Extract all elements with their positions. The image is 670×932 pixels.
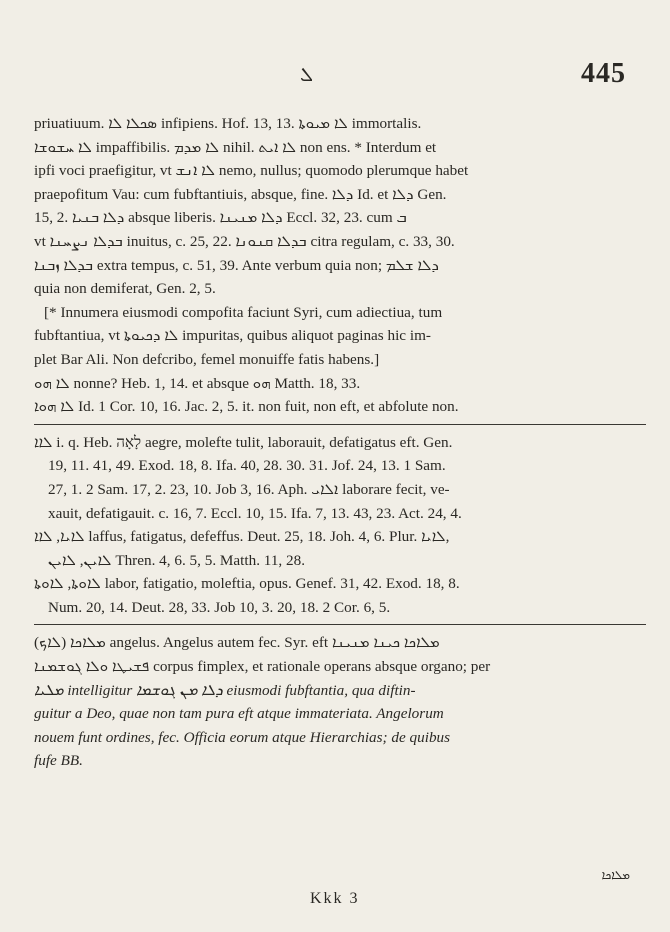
section-divider <box>34 624 646 625</box>
text-line: 27, 1. 2 Sam. 17, 2. 23, 10. Job 3, 16. Aph. ܐܠܐܝ laborare fecit, ve- <box>48 480 450 498</box>
text-line: 15, 2. ܕܠܐ ܒܢܝܐ absque liberis. ܕܠܐ ܡܢܝܢܐ Eccl. 32, 23. cum ܒ <box>34 209 407 227</box>
text-line: ܦܫܝܛܐ ܘܠܐ ܓܘܫܡܢܐ corpus fimplex, et rationale operans absque organo; per <box>34 658 491 676</box>
text-line: ܡܠܝܐ intelligitur ܕܠܐ ܡܢ ܓܘܫܡܐ eiusmodi fubftantia, qua diftin- <box>34 681 416 699</box>
text-line: priuatiuum. ܣܟܠܐ ܠܐ infipiens. Hof. 13, 13. ܠܐ ܡܝܘܬܐ immortalis. <box>34 115 422 132</box>
running-head-letter: ܠ <box>300 62 313 86</box>
page-number: 445 <box>581 58 626 89</box>
text-line: (ܠܐܟ) ܡܠܐܟܐ angelus. Angelus autem fec. Syr. eft ܡܠܐܟܐ ܟܝܢܐ ܡܢܝܢܐ <box>34 634 440 652</box>
text-line: ܠܐܝܢ, ܠܐܝܢ Thren. 4, 6. 5, 5. Matth. 11, 28. <box>48 551 305 569</box>
text-line: 19, 11. 41, 49. Exod. 18, 8. Ifa. 40, 28. 30. 31. Jof. 24, 13. 1 Sam. <box>48 457 446 475</box>
note-line: plet Bar Ali. Non defcribo, femel monuiffe fatis habens.] <box>34 350 380 368</box>
section-divider <box>34 424 646 425</box>
text-line: ܠܐܐ i. q. Heb. לָאָה aegre, molefte tulit, laborauit, defatigatus eft. Gen. <box>34 433 453 451</box>
text-line: guitur a Deo, quae non tam pura eft atque immateriata. Angelorum <box>34 705 444 723</box>
text-line: ܠܐܝܐ, ܠܐܐ laffus, fatigatus, defeffus. Deut. 25, 18. Joh. 4, 6. Plur. ܠܐܝܐ, <box>34 528 450 546</box>
dictionary-body <box>34 112 646 773</box>
note-line: fubftantiua, vt ܠܐ ܕܟܝܘܬܐ impuritas, quibus aliquot paginas hic im- <box>34 327 431 345</box>
text-line: Num. 20, 14. Deut. 28, 33. Job 10, 3. 20, 18. 2 Cor. 6, 5. <box>48 598 391 616</box>
text-line: ܠܐ ܗܘ nonne? Heb. 1, 14. et absque ܗܘ Matth. 18, 33. <box>34 374 361 392</box>
text-line: ܠܐ ܚܫܘܫܐ impaffibilis. ܠܐ ܡܕܡ nihil. ܠܐ ܐܝܬ non ens. * Interdum et <box>34 138 437 156</box>
text-line: ܠܐ ܗܘܐ Id. 1 Cor. 10, 16. Jac. 2, 5. it. non fuit, non eft, et abfolute non. <box>34 398 459 416</box>
entry-malaka <box>34 631 646 773</box>
entry-laa <box>34 431 646 620</box>
text-line: ipfi voci praefigitur, vt ܠܐ ܐܢܫ nemo, nullus; quomodo plerumque habet <box>34 162 469 180</box>
catchword: ܡܠܐܟܐ <box>601 868 630 882</box>
signature-mark: Kkk 3 <box>310 890 360 907</box>
text-line: vt ܒܕܠܐ ܢܨܚܢܐ inuitus, c. 25, 22. ܒܕܠܐ ܩܢܘܢܐ citra regulam, c. 33, 30. <box>34 232 455 250</box>
text-line: nouem funt ordines, fec. Officia eorum atque Hierarchias; de quibus <box>34 728 451 746</box>
entry-la-continued <box>34 112 646 419</box>
text-line: ܠܐܘܬܐ, ܠܐܘܬܐ labor, fatigatio, moleftia, opus. Genef. 31, 42. Exod. 18, 8. <box>34 575 460 593</box>
text-line: fufe BB. <box>34 752 83 770</box>
text-line: praepofitum Vau: cum fubftantiuis, absque, fine. ܕܠܐ Id. et ܕܠܐ Gen. <box>34 185 447 203</box>
text-line: quia non demiferat, Gen. 2, 5. <box>34 280 216 298</box>
text-line: xauit, defatigauit. c. 16, 7. Eccl. 10, 15. Ifa. 7, 13. 43, 23. Act. 24, 4. <box>48 504 462 522</box>
note-line: [* Innumera eiusmodi compofita faciunt Syri, cum adiectiua, tum <box>44 303 443 321</box>
text-line: ܒܕܠܐ ܙܒܢܐ extra tempus, c. 51, 39. Ante verbum quia non; ܕܠܐ ܫܠܡ <box>34 256 439 274</box>
